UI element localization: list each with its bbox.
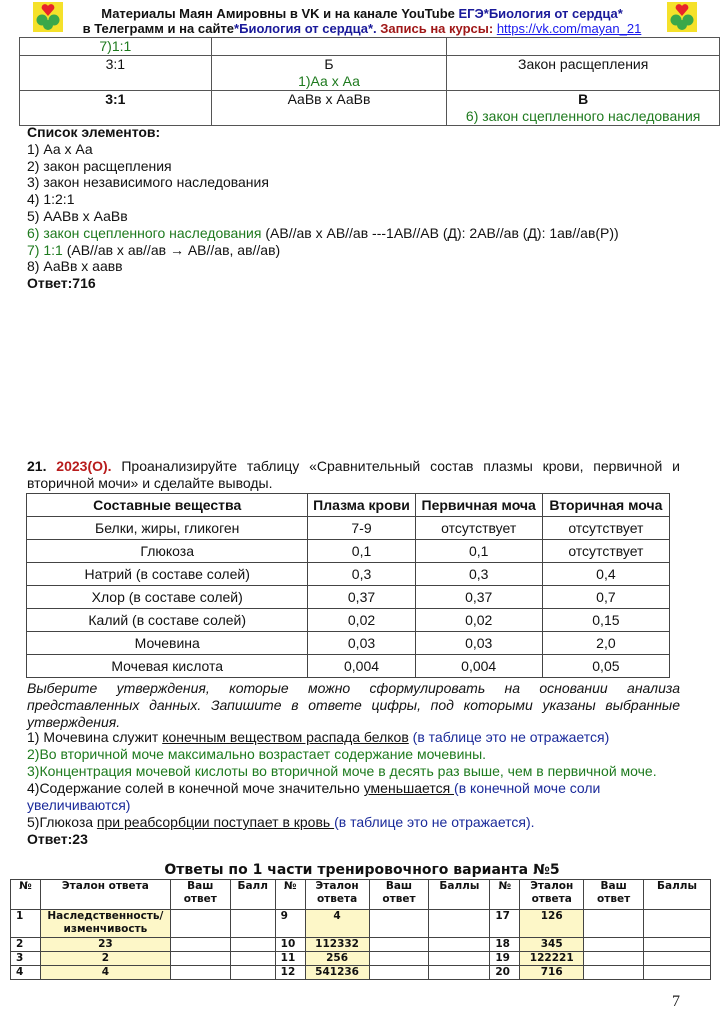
table-cell: 0,02 bbox=[308, 609, 415, 632]
statement-4: 4)Содержание солей в конечной моче значительно уменьшается (в конечной моче соли увеличиваются) bbox=[27, 780, 601, 813]
table-row bbox=[20, 91, 720, 126]
table-row bbox=[27, 609, 670, 632]
table-cell: Глюкоза bbox=[27, 540, 308, 563]
score-cell[interactable] bbox=[644, 966, 711, 980]
answer-note: 6) закон сцепленного наследования bbox=[465, 108, 701, 124]
question-number: 19 bbox=[490, 952, 520, 966]
task-21-prompt bbox=[27, 458, 680, 492]
table-cell bbox=[211, 56, 447, 91]
header-line-1 bbox=[0, 6, 724, 21]
your-answer-cell[interactable] bbox=[369, 952, 429, 966]
table-cell: 0,37 bbox=[308, 586, 415, 609]
question-number: 12 bbox=[275, 966, 305, 980]
reference-answer: 541236 bbox=[305, 966, 369, 980]
answers-title: Ответы по 1 части тренировочного варианта №5 bbox=[164, 862, 560, 878]
answer: Ответ:716 bbox=[27, 275, 96, 292]
answer: Ответ:23 bbox=[27, 831, 88, 847]
table-cell bbox=[447, 91, 720, 126]
header-brand: *Биология от сердца*. bbox=[234, 21, 377, 36]
score-cell[interactable] bbox=[429, 938, 490, 952]
list-item: 8) АаВв х аавв bbox=[27, 258, 123, 275]
cell-text: В bbox=[578, 91, 589, 107]
table-cell: 0,3 bbox=[415, 563, 542, 586]
task-number: 21. bbox=[27, 458, 47, 474]
table-cell: 0,7 bbox=[542, 586, 669, 609]
score-cell[interactable] bbox=[230, 938, 275, 952]
your-answer-cell[interactable] bbox=[369, 938, 429, 952]
question-number: 17 bbox=[490, 910, 520, 938]
header-brand: ЕГЭ*Биология от сердца* bbox=[458, 6, 623, 21]
table-cell: 0,03 bbox=[308, 632, 415, 655]
table-cell: 2,0 bbox=[542, 632, 669, 655]
table-cell: 0,37 bbox=[415, 586, 542, 609]
your-answer-cell[interactable] bbox=[369, 910, 429, 938]
question-number: 2 bbox=[11, 938, 41, 952]
question-number: 11 bbox=[275, 952, 305, 966]
table-cell: 0,02 bbox=[415, 609, 542, 632]
reference-answer: 4 bbox=[40, 966, 170, 980]
answers-table bbox=[10, 879, 711, 980]
table-cell: 0,15 bbox=[542, 609, 669, 632]
header-text: Материалы Маян Амировны в VK и на канале YouTube bbox=[101, 6, 459, 21]
score-cell[interactable] bbox=[230, 966, 275, 980]
table-cell: Мочевина bbox=[27, 632, 308, 655]
table-cell: 0,1 bbox=[415, 540, 542, 563]
table-cell bbox=[447, 38, 720, 56]
table-row bbox=[27, 563, 670, 586]
header-line-2 bbox=[0, 21, 724, 36]
table-row bbox=[27, 517, 670, 540]
table-row bbox=[27, 632, 670, 655]
table-cell: 0,1 bbox=[308, 540, 415, 563]
score-cell[interactable] bbox=[644, 910, 711, 938]
your-answer-cell[interactable] bbox=[584, 966, 644, 980]
column-header: Первичная моча bbox=[415, 494, 542, 517]
header-text: в Телеграмм и на сайте bbox=[82, 21, 235, 36]
table-cell: 0,03 bbox=[415, 632, 542, 655]
your-answer-cell[interactable] bbox=[584, 952, 644, 966]
statement-3: 3)Концентрация мочевой кислоты во вторичной моче в десять раз выше, чем в первичной моче. bbox=[27, 763, 657, 779]
table-cell: 7-9 bbox=[308, 517, 415, 540]
reference-answer: 4 bbox=[305, 910, 369, 938]
question-number: 3 bbox=[11, 952, 41, 966]
your-answer-cell[interactable] bbox=[170, 938, 230, 952]
table-cell: Мочевая кислота bbox=[27, 655, 308, 678]
plasma-urine-table bbox=[26, 493, 670, 678]
vk-link[interactable]: https://vk.com/mayan_21 bbox=[496, 21, 642, 36]
statement-1: 1) Мочевина служит конечным веществом распада белков (в таблице это не отражается) bbox=[27, 729, 610, 745]
answer-note: 1)Аа х Аа bbox=[298, 73, 360, 89]
list-title: Список элементов: bbox=[27, 124, 161, 140]
table-cell bbox=[211, 38, 447, 56]
score-cell[interactable] bbox=[429, 966, 490, 980]
list-item: 4) 1:2:1 bbox=[27, 191, 75, 208]
score-cell[interactable] bbox=[644, 952, 711, 966]
statements bbox=[27, 729, 680, 848]
reference-answer: 126 bbox=[520, 910, 584, 938]
score-cell[interactable] bbox=[230, 952, 275, 966]
column-header: Ваш ответ bbox=[369, 880, 429, 910]
table-cell: отсутствует bbox=[542, 517, 669, 540]
column-header: Эталон ответа bbox=[305, 880, 369, 910]
your-answer-cell[interactable] bbox=[170, 966, 230, 980]
reference-answer: 345 bbox=[520, 938, 584, 952]
table-cell: 0,3 bbox=[308, 563, 415, 586]
column-header: Ваш ответ bbox=[170, 880, 230, 910]
table-row bbox=[11, 966, 711, 980]
column-header: № bbox=[11, 880, 41, 910]
question-number: 9 bbox=[275, 910, 305, 938]
answer-note: 7)1:1 bbox=[99, 38, 132, 54]
your-answer-cell[interactable] bbox=[170, 952, 230, 966]
table-header-row bbox=[27, 494, 670, 517]
list-item: 1) Аа х Аа bbox=[27, 140, 93, 157]
reference-answer: 23 bbox=[40, 938, 170, 952]
score-cell[interactable] bbox=[429, 952, 490, 966]
column-header: Вторичная моча bbox=[542, 494, 669, 517]
table-cell: 3:1 bbox=[20, 56, 212, 91]
reference-answer: 2 bbox=[40, 952, 170, 966]
table-cell: 3:1 bbox=[20, 91, 212, 126]
reference-answer: 256 bbox=[305, 952, 369, 966]
table-header-row bbox=[11, 880, 711, 910]
reference-answer: 112332 bbox=[305, 938, 369, 952]
header-signup: Запись на курсы: bbox=[376, 21, 497, 36]
score-cell[interactable] bbox=[230, 910, 275, 938]
table-cell: Натрий (в составе солей) bbox=[27, 563, 308, 586]
question-number: 20 bbox=[490, 966, 520, 980]
cell-text: Б bbox=[324, 56, 334, 72]
table-cell: Хлор (в составе солей) bbox=[27, 586, 308, 609]
question-number: 1 bbox=[11, 910, 41, 938]
reference-answer: Наследственность/ изменчивость bbox=[40, 910, 170, 938]
reference-answer: 716 bbox=[520, 966, 584, 980]
your-answer-cell[interactable] bbox=[584, 910, 644, 938]
your-answer-cell[interactable] bbox=[170, 910, 230, 938]
column-header: № bbox=[275, 880, 305, 910]
table-cell: 0,004 bbox=[415, 655, 542, 678]
statement-5: 5)Глюкоза при реабсорбции поступает в кровь (в таблице это не отражается). bbox=[27, 814, 535, 830]
your-answer-cell[interactable] bbox=[584, 938, 644, 952]
question-number: 4 bbox=[11, 966, 41, 980]
table-row bbox=[20, 38, 720, 56]
task-year: 2023(О). bbox=[56, 458, 112, 474]
list-item: 2) закон расщепления bbox=[27, 157, 172, 174]
table-cell: отсутствует bbox=[415, 517, 542, 540]
score-cell[interactable] bbox=[429, 910, 490, 938]
task-instruction: Выберите утверждения, которые можно сформулировать на основании анализа представленных данных. Запишите в ответе цифры, под которыми указаны выбранные утверждения. bbox=[27, 680, 680, 730]
table-cell bbox=[20, 38, 212, 56]
element-list bbox=[27, 124, 619, 292]
score-cell[interactable] bbox=[644, 938, 711, 952]
list-item: 6) закон сцепленного наследования (АВ//ав х АВ//ав ---1АВ//АВ (Д): 2АВ//ав (Д): 1ав//ав(Р)) bbox=[27, 224, 619, 241]
column-header: № bbox=[490, 880, 520, 910]
column-header: Балл bbox=[230, 880, 275, 910]
table-cell: 0,4 bbox=[542, 563, 669, 586]
table-row bbox=[27, 540, 670, 563]
column-header: Эталон ответа bbox=[520, 880, 584, 910]
table-row bbox=[11, 910, 711, 938]
column-header: Баллы bbox=[644, 880, 711, 910]
reference-answer: 122221 bbox=[520, 952, 584, 966]
list-item: 7) 1:1 (АВ//ав х ав//ав → АВ//ав, ав//ав) bbox=[27, 241, 281, 258]
your-answer-cell[interactable] bbox=[369, 966, 429, 980]
table-cell: АаВв х АаВв bbox=[211, 91, 447, 126]
table-cell: Белки, жиры, гликоген bbox=[27, 517, 308, 540]
list-item: 5) ААВв х АаВв bbox=[27, 207, 128, 224]
table-row bbox=[27, 655, 670, 678]
task-text: Проанализируйте таблицу «Сравнительный состав плазмы крови, первичной и вторичной мочи» и сделайте выводы. bbox=[27, 458, 680, 491]
column-header: Эталон ответа bbox=[40, 880, 170, 910]
table-cell: Закон расщепления bbox=[447, 56, 720, 91]
table-cell: 0,004 bbox=[308, 655, 415, 678]
column-header: Ваш ответ bbox=[584, 880, 644, 910]
table-cell: Калий (в составе солей) bbox=[27, 609, 308, 632]
column-header: Составные вещества bbox=[27, 494, 308, 517]
table-cell: 0,05 bbox=[542, 655, 669, 678]
column-header: Баллы bbox=[429, 880, 490, 910]
column-header: Плазма крови bbox=[308, 494, 415, 517]
table-row bbox=[20, 56, 720, 91]
table-row bbox=[11, 938, 711, 952]
statement-2: 2)Во вторичной моче максимально возрастает содержание мочевины. bbox=[27, 746, 487, 762]
question-number: 10 bbox=[275, 938, 305, 952]
list-item: 3) закон независимого наследования bbox=[27, 174, 269, 191]
page-number: 7 bbox=[672, 993, 680, 1010]
genetics-table bbox=[19, 37, 720, 126]
table-row bbox=[11, 952, 711, 966]
table-row bbox=[27, 586, 670, 609]
question-number: 18 bbox=[490, 938, 520, 952]
table-cell: отсутствует bbox=[542, 540, 669, 563]
